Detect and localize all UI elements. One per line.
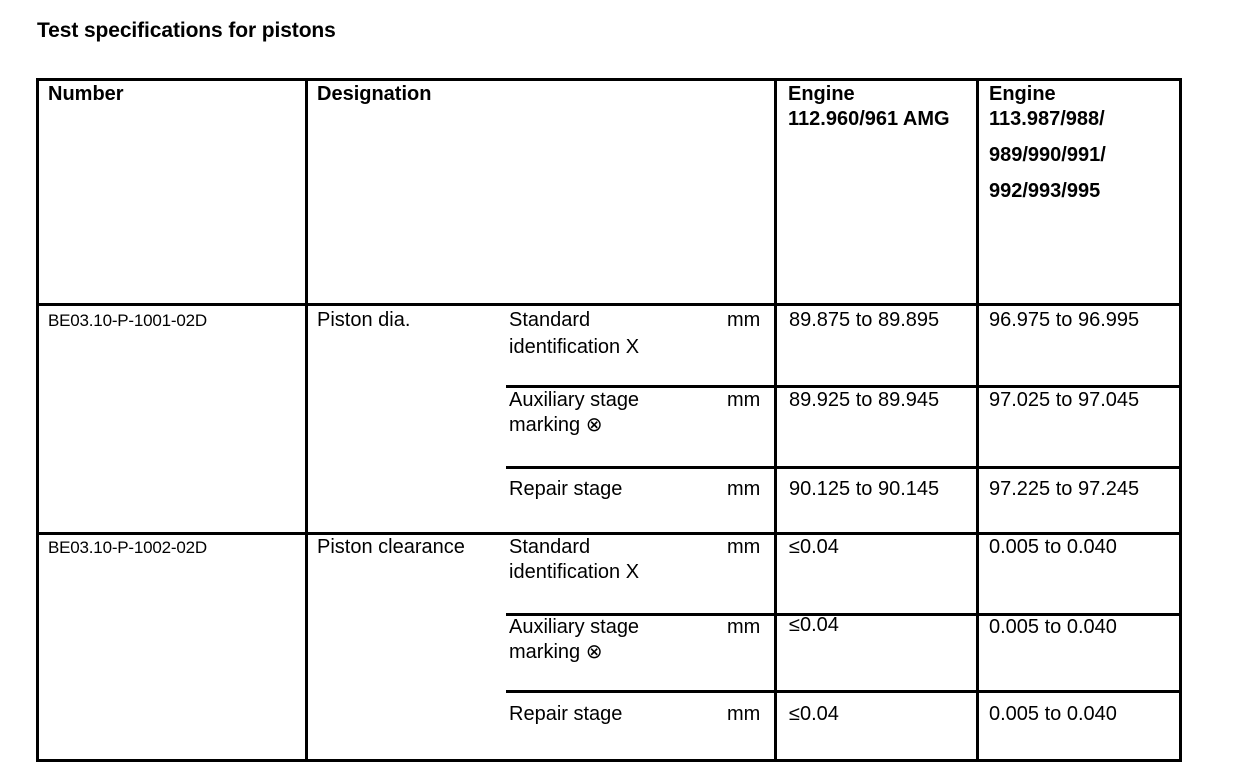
stage-label: Auxiliary stage — [509, 616, 640, 638]
stage-label: Auxiliary stage — [509, 389, 640, 411]
engine1-value: 89.925 to 89.945 — [789, 389, 940, 411]
unit: mm — [727, 536, 761, 558]
engine1-value: ≤0.04 — [789, 536, 839, 558]
stage-label: identification X — [509, 336, 640, 358]
unit: mm — [727, 616, 761, 638]
header-engine2-line2: 113.987/988/ — [989, 108, 1105, 130]
row-divider-1-2 — [506, 466, 1179, 469]
stage-label: identification X — [509, 561, 640, 583]
stage-label: Repair stage — [509, 478, 623, 500]
engine2-value: 0.005 to 0.040 — [989, 616, 1117, 638]
engine1-value: ≤0.04 — [789, 703, 839, 725]
spec-table — [36, 78, 1182, 762]
document-title: Test specifications for pistons — [37, 19, 336, 42]
header-engine2-line3: 989/990/991/ — [989, 144, 1106, 166]
stage-label: marking ⊗ — [509, 414, 603, 436]
header-designation: Designation — [317, 83, 432, 105]
unit: mm — [727, 389, 761, 411]
header-engine2-line4: 992/993/995 — [989, 180, 1101, 202]
engine2-value: 97.025 to 97.045 — [989, 389, 1140, 411]
engine1-value: 90.125 to 90.145 — [789, 478, 940, 500]
header-divider — [39, 303, 1179, 306]
header-engine1-line2: 112.960/961 AMG — [788, 108, 950, 130]
stage-label: Standard — [509, 536, 591, 558]
col-divider-engine1 — [976, 81, 979, 759]
stage-label: Repair stage — [509, 703, 623, 725]
engine2-value: 0.005 to 0.040 — [989, 536, 1117, 558]
unit: mm — [727, 478, 761, 500]
col-divider-number — [305, 81, 308, 759]
row-divider-2-2 — [506, 690, 1179, 693]
spec-number: BE03.10-P-1001-02D — [48, 311, 207, 330]
engine1-value: ≤0.04 — [789, 614, 839, 636]
engine2-value: 96.975 to 96.995 — [989, 309, 1140, 331]
designation: Piston clearance — [317, 536, 465, 558]
header-number: Number — [48, 83, 124, 105]
col-divider-designation — [774, 81, 777, 759]
designation: Piston dia. — [317, 309, 411, 331]
engine2-value: 97.225 to 97.245 — [989, 478, 1140, 500]
header-engine1-line1: Engine — [788, 83, 855, 105]
engine2-value: 0.005 to 0.040 — [989, 703, 1117, 725]
stage-label: marking ⊗ — [509, 641, 603, 663]
unit: mm — [727, 703, 761, 725]
spec-number: BE03.10-P-1002-02D — [48, 538, 207, 557]
header-engine2-line1: Engine — [989, 83, 1056, 105]
stage-label: Standard — [509, 309, 591, 331]
engine1-value: 89.875 to 89.895 — [789, 309, 940, 331]
unit: mm — [727, 309, 761, 331]
